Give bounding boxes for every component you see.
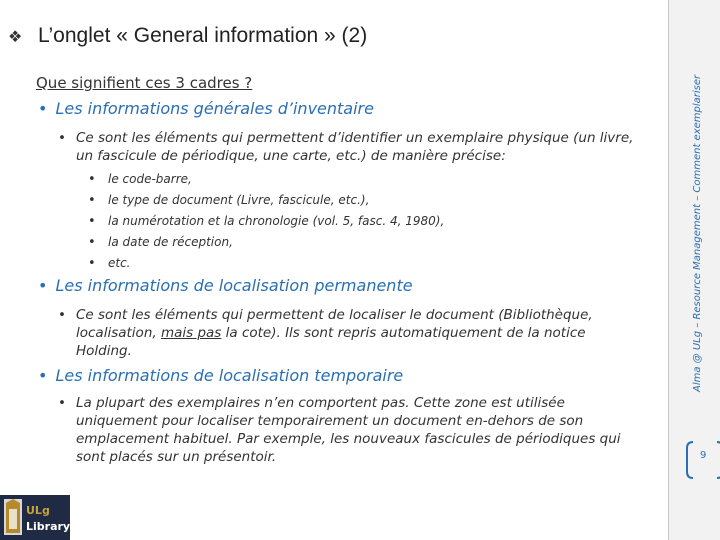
page-number: 9: [700, 450, 707, 461]
ulg-library-logo: [0, 495, 70, 540]
list-item: • la numérotation et la chronologie (vol. 5, fasc. 4, 1980),: [90, 211, 444, 232]
bullet-icon: •: [88, 256, 96, 271]
bullet-icon: •: [38, 276, 48, 295]
section-permanent-label: • Les informations de localisation permanente: [38, 276, 413, 295]
section-permanent-desc: • Ce sont les éléments qui permettent de localiser le document (Bibliothèque, localisation, mais pas la cote). Ils sont repris automatiquement de la notice Holding.: [58, 307, 593, 359]
list-item: • le code-barre,: [90, 169, 192, 190]
title-text: L’onglet « General information » (2): [38, 24, 368, 47]
bullet-icon: •: [88, 214, 96, 229]
slide-title: [8, 24, 367, 48]
bullet-icon: •: [88, 235, 96, 250]
list-item: • la date de réception,: [90, 232, 233, 253]
section-temporary-desc: • La plupart des exemplaires n’en comportent pas. Cette zone est utilisée uniquement pour localiser temporairement un document en-dehors de son emplacement habituel. Par exemple, les nouveaux fascicules de périodiques qui sont placés sur un présentoir.: [58, 395, 621, 465]
diamond-bullet-icon: ❖: [8, 26, 23, 46]
bullet-icon: •: [58, 307, 66, 323]
heading: Que signifient ces 3 cadres ?: [36, 74, 253, 92]
section-temporary-label: • Les informations de localisation temporaire: [38, 366, 404, 385]
bullet-icon: •: [38, 366, 48, 385]
bullet-icon: •: [58, 130, 66, 146]
list-item: • le type de document (Livre, fascicule, etc.),: [90, 190, 369, 211]
section-general-label: • Les informations générales d’inventaire: [38, 99, 374, 118]
bullet-icon: •: [58, 395, 66, 411]
logo-text-ulg: ULg: [26, 504, 50, 517]
logo-text-library: Library: [26, 520, 71, 533]
bullet-icon: •: [88, 172, 96, 187]
list-item: • etc.: [90, 253, 131, 274]
sidebar-vertical-text: Alma @ ULg – Resource Management – Comment exemplariser: [692, 74, 703, 392]
bullet-icon: •: [88, 193, 96, 208]
bullet-icon: •: [38, 99, 48, 118]
section-general-desc: • Ce sont les éléments qui permettent d’identifier un exemplaire physique (un livre, un fascicule de périodique, une carte, etc.) de manière précise:: [58, 130, 634, 164]
